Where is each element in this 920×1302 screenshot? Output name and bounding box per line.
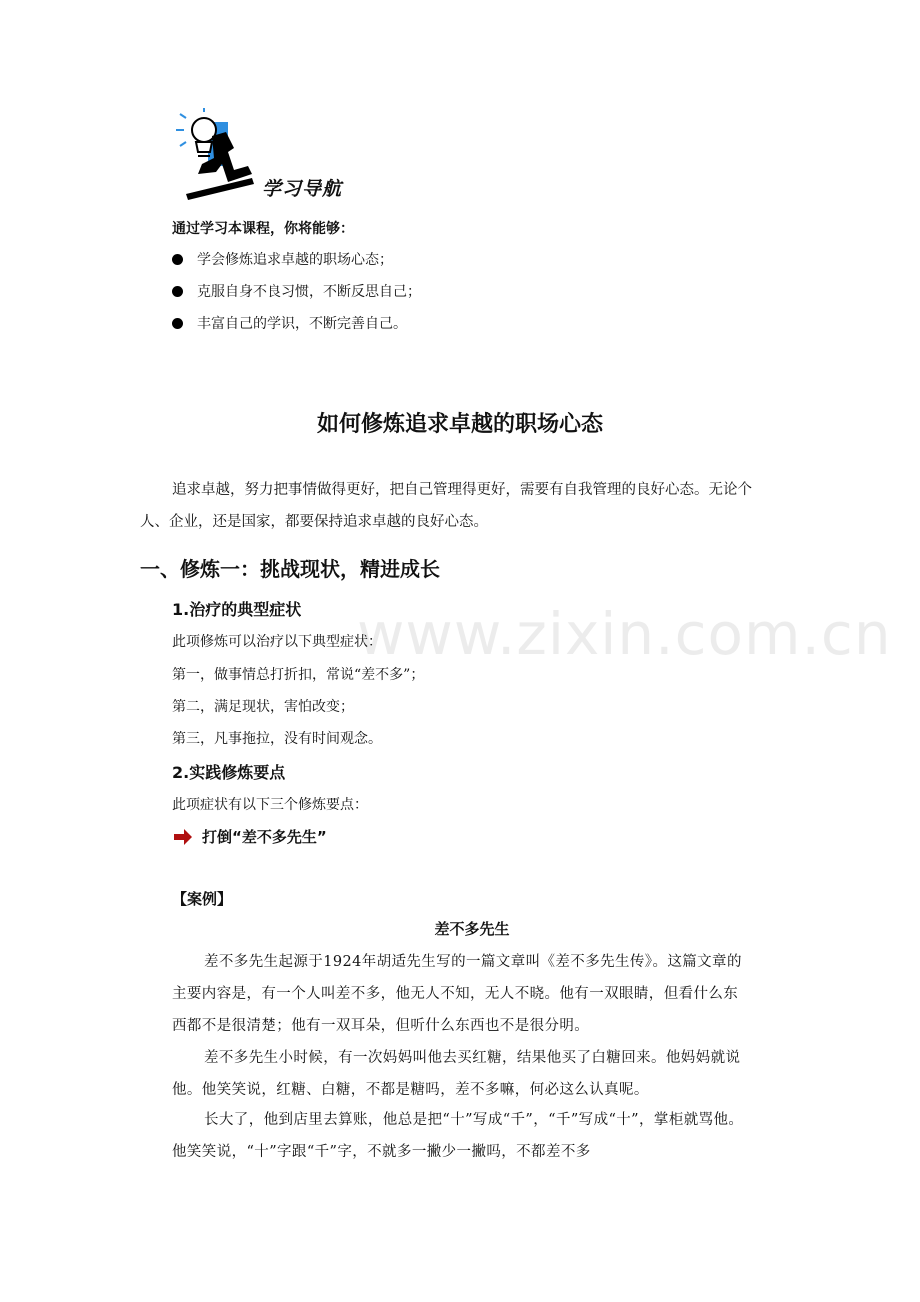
symptom-line: 第二，满足现状，害怕改变；	[172, 699, 354, 715]
learning-intro: 通过学习本课程，你将能够：	[172, 221, 354, 237]
goal-bullet-item	[172, 249, 393, 269]
symptom-line: 第一，做事情总打折扣，常说“差不多”；	[172, 667, 425, 683]
red-arrow-icon	[172, 828, 194, 846]
learning-navigation-title: 学习导航	[262, 178, 343, 200]
bullet-dot-icon	[172, 286, 183, 297]
watermark: www.zixin.com.cn	[357, 600, 892, 668]
bullet-dot-icon	[172, 254, 183, 265]
symptom-line: 此项修炼可以治疗以下典型症状：	[172, 634, 382, 650]
goal-bullet-item	[172, 313, 407, 333]
goal-text: 学会修炼追求卓越的职场心态；	[197, 252, 393, 268]
goal-bullet-item	[172, 281, 421, 301]
subsection-heading-symptoms: 1.治疗的典型症状	[172, 600, 302, 619]
case-paragraph: 差不多先生小时候，有一次妈妈叫他去买红糖，结果他买了白糖回来。他妈妈就说他。他笑笑说，红糖、白糖，不都是糖吗，差不多嘛，何必这么认真呢。	[172, 1050, 741, 1098]
case-paragraph: 差不多先生起源于1924年胡适先生写的一篇文章叫《差不多先生传》。这篇文章的主要内容是，有一个人叫差不多，他无人不知，无人不晓。他有一双眼睛，但看什么东西都不是很清楚；他有一双耳朵，但听什么东西也不是很分明。	[172, 954, 742, 1034]
case-label: 【案例】	[172, 890, 233, 908]
intro-paragraph: 追求卓越，努力把事情做得更好，把自己管理得更好，需要有自我管理的良好心态。无论个人、企业，还是国家，都要保持追求卓越的良好心态。	[140, 482, 752, 530]
bullet-dot-icon	[172, 318, 183, 329]
page-title: 如何修炼追求卓越的职场心态	[316, 412, 603, 437]
practice-line: 此项症状有以下三个修炼要点：	[172, 797, 368, 813]
subsection-heading-practice: 2.实践修炼要点	[172, 763, 286, 782]
practice-point	[172, 826, 327, 847]
practice-point-text: 打倒“差不多先生”	[202, 828, 327, 846]
symptom-line: 第三，凡事拖拉，没有时间观念。	[172, 731, 382, 747]
section-heading: 一、修炼一：挑战现状，精进成长	[140, 557, 440, 581]
case-title: 差不多先生	[434, 920, 510, 938]
learning-navigation-icon	[168, 108, 268, 200]
goal-text: 克服自身不良习惯，不断反思自己；	[197, 284, 421, 300]
goal-text: 丰富自己的学识，不断完善自己。	[197, 316, 407, 332]
case-paragraph: 长大了，他到店里去算账，他总是把“十”写成“千”，“千”写成“十”，掌柜就骂他。他笑笑说，“十”字跟“千”字，不就多一撇少一撇吗，不都差不多	[172, 1112, 744, 1160]
